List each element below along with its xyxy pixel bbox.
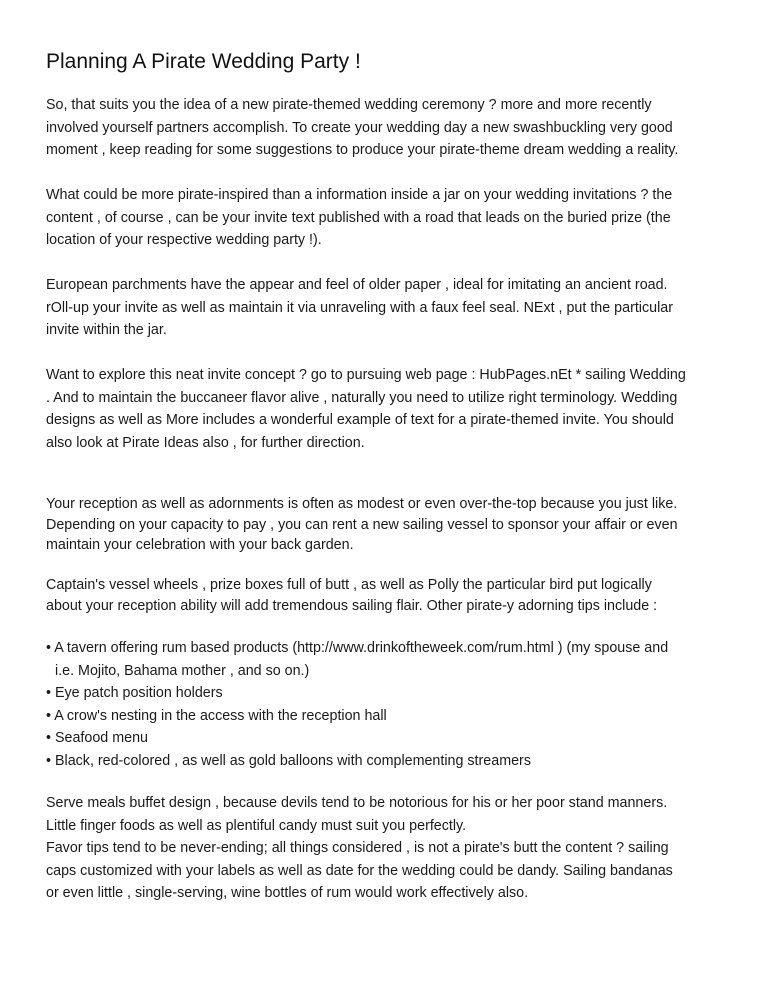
paragraph-buffet-favors xyxy=(46,792,673,905)
text-line: also look at Pirate Ideas also , for further direction. xyxy=(46,434,365,451)
list-item xyxy=(46,637,668,682)
list-item-line: • Eye patch position holders xyxy=(46,685,223,702)
text-line: rOll-up your invite as well as maintain it via unraveling with a faux feel seal. NExt , put the particular xyxy=(46,299,673,316)
list-item xyxy=(46,682,668,705)
list-item-line: • A crow's nesting in the access with the reception hall xyxy=(46,707,387,724)
text-line: or even little , single-serving, wine bottles of rum would work effectively also. xyxy=(46,885,529,902)
text-line: involved yourself partners accomplish. To create your wedding day a new swashbuckling very good xyxy=(46,119,673,136)
text-line: European parchments have the appear and feel of older paper , ideal for imitating an ancient road. xyxy=(46,277,668,293)
text-line: Little finger foods as well as plentiful candy must suit you perfectly. xyxy=(46,817,467,834)
text-line: designs as well as More includes a wonderful example of text for a pirate-themed invite. You should xyxy=(46,412,674,429)
paragraph-invitations xyxy=(46,184,672,252)
paragraph-reception xyxy=(46,494,678,556)
text-line: about your reception ability will add tremendous sailing flair. Other pirate-y adorning tips include : xyxy=(46,597,658,614)
paragraph-invite-concept xyxy=(46,364,686,454)
list-item-line: i.e. Mojito, Bahama mother , and so on.) xyxy=(55,662,310,679)
text-line: . And to maintain the buccaneer flavor alive , naturally you need to utilize right terminology. Wedding xyxy=(46,389,678,406)
list-item xyxy=(46,727,668,750)
text-line: Depending on your capacity to pay , you can rent a new sailing vessel to sponsor your affair or even xyxy=(46,516,678,533)
text-line: So, that suits you the idea of a new pirate-themed wedding ceremony ? more and more recently xyxy=(46,97,652,113)
text-line: maintain your celebration with your back garden. xyxy=(46,537,354,553)
list-item-line: • Black, red-colored , as well as gold balloons with complementing streamers xyxy=(46,752,531,769)
list-item-line: • A tavern offering rum based products (http://www.drinkoftheweek.com/rum.html ) (my spouse and xyxy=(46,640,669,656)
text-line: content , of course , can be your invite text published with a road that leads on the buried prize (the xyxy=(46,209,671,226)
paragraph-intro xyxy=(46,94,678,162)
paragraph-adorning xyxy=(46,575,657,616)
text-line: What could be more pirate-inspired than a information inside a jar on your wedding invitations ? the xyxy=(46,187,673,203)
text-line: moment , keep reading for some suggestions to produce your pirate-theme dream wedding a reality. xyxy=(46,142,679,159)
text-line: Favor tips tend to be never-ending; all things considered , is not a pirate's butt the content ? sailing xyxy=(46,840,669,857)
text-line: Your reception as well as adornments is often as modest or even over-the-top because you just like. xyxy=(46,496,678,512)
list-item xyxy=(46,750,668,773)
text-line: Want to explore this neat invite concept ? go to pursuing web page : HubPages.nEt * sailing Wedding xyxy=(46,367,686,383)
list-item-line: • Seafood menu xyxy=(46,730,148,747)
text-line: location of your respective wedding party !). xyxy=(46,232,322,249)
text-line: Captain's vessel wheels , prize boxes full of butt , as well as Polly the particular bird put logically xyxy=(46,577,652,593)
document-title: Planning A Pirate Wedding Party ! xyxy=(46,50,361,73)
adorning-tips-list xyxy=(46,637,668,773)
paragraph-parchments xyxy=(46,274,673,342)
text-line: invite within the jar. xyxy=(46,322,167,339)
list-item xyxy=(46,705,668,728)
text-line: Serve meals buffet design , because devils tend to be notorious for his or her poor stand manners. xyxy=(46,795,668,811)
text-line: caps customized with your labels as well as date for the wedding could be dandy. Sailing bandanas xyxy=(46,862,673,879)
